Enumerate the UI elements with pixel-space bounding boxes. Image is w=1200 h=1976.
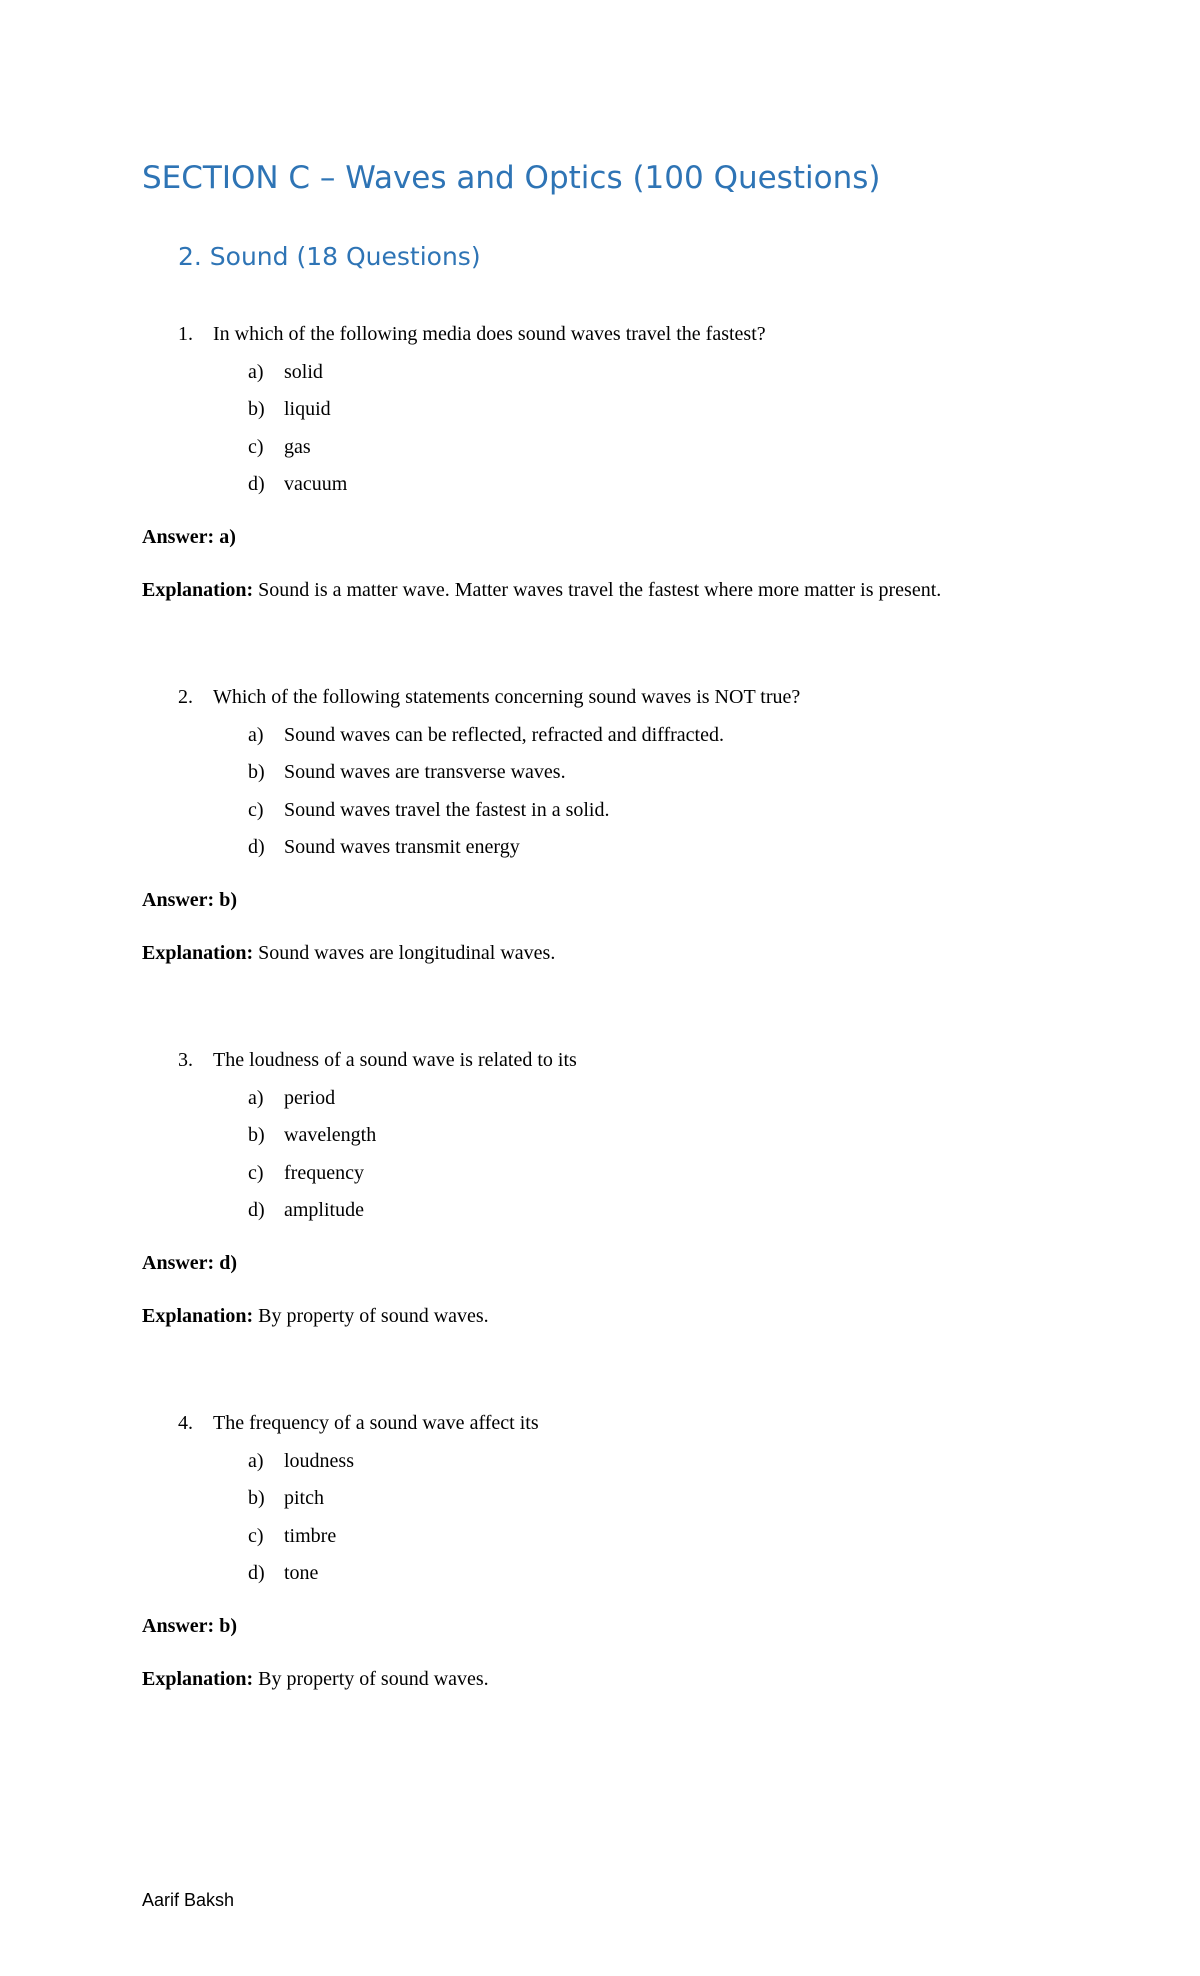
option-text: Sound waves travel the fastest in a solid.	[284, 798, 610, 821]
section-title: SECTION C – Waves and Optics (100 Questions)	[142, 160, 881, 196]
option-letter: b)	[248, 761, 265, 783]
explanation-label: Explanation:	[142, 579, 254, 601]
answer-value: d)	[219, 1251, 238, 1274]
option-text: loudness	[284, 1449, 354, 1472]
option-letter: d)	[248, 836, 265, 858]
answer-label: Answer:	[142, 1614, 215, 1637]
question-block-4	[142, 1405, 1142, 1699]
option-letter: b)	[248, 1487, 265, 1509]
option-text: wavelength	[284, 1124, 377, 1146]
option-letter: a)	[248, 1449, 264, 1472]
option-text: pitch	[284, 1487, 324, 1509]
option-letter: d)	[248, 473, 265, 495]
explanation-line	[142, 935, 1142, 973]
option-text: Sound waves transmit energy	[284, 836, 520, 858]
option-d	[142, 1192, 1142, 1230]
option-letter: d)	[248, 1199, 265, 1221]
question-number: 4.	[178, 1412, 193, 1434]
explanation-text: By property of sound waves.	[258, 1668, 489, 1690]
option-d	[142, 829, 1142, 867]
explanation-line	[142, 572, 1142, 610]
question-block-3	[142, 1042, 1142, 1336]
question-line	[142, 316, 1142, 354]
option-c	[142, 1518, 1142, 1556]
option-a	[142, 717, 1142, 755]
option-c	[142, 792, 1142, 830]
option-text: frequency	[284, 1161, 364, 1184]
question-block-1	[142, 316, 1142, 610]
question-number: 3.	[178, 1049, 193, 1071]
option-text: period	[284, 1086, 336, 1109]
option-d	[142, 466, 1142, 504]
option-b	[142, 1480, 1142, 1518]
explanation-line	[142, 1298, 1142, 1336]
answer-label: Answer:	[142, 525, 215, 548]
answer-label: Answer:	[142, 1251, 215, 1274]
option-a	[142, 1080, 1142, 1118]
option-d	[142, 1555, 1142, 1593]
question-number: 2.	[178, 686, 193, 708]
explanation-label: Explanation:	[142, 1305, 254, 1327]
question-line	[142, 1405, 1142, 1443]
answer-value: b)	[219, 1614, 238, 1637]
question-text: Which of the following statements concerning sound waves is NOT true?	[213, 686, 801, 708]
option-letter: c)	[248, 1161, 264, 1184]
option-text: solid	[284, 360, 323, 383]
explanation-line	[142, 1661, 1142, 1699]
option-b	[142, 754, 1142, 792]
option-letter: b)	[248, 1124, 265, 1146]
option-letter: c)	[248, 435, 264, 458]
option-letter: a)	[248, 1086, 264, 1109]
option-b	[142, 391, 1142, 429]
explanation-text: By property of sound waves.	[258, 1305, 489, 1327]
option-text: vacuum	[284, 473, 348, 495]
option-letter: c)	[248, 798, 264, 821]
option-c	[142, 1155, 1142, 1193]
answer-line	[142, 1245, 1142, 1283]
footer-author: Aarif Baksh	[142, 1890, 235, 1910]
question-number: 1.	[178, 323, 193, 345]
answer-line	[142, 1608, 1142, 1646]
option-letter: a)	[248, 723, 264, 746]
question-line	[142, 679, 1142, 717]
option-a	[142, 1443, 1142, 1481]
question-text: The loudness of a sound wave is related to its	[213, 1049, 577, 1071]
answer-value: b)	[219, 888, 238, 911]
explanation-label: Explanation:	[142, 942, 254, 964]
option-letter: b)	[248, 398, 265, 420]
option-text: timbre	[284, 1524, 337, 1547]
answer-label: Answer:	[142, 888, 215, 911]
question-text: The frequency of a sound wave affect its	[213, 1412, 539, 1434]
option-c	[142, 429, 1142, 467]
option-text: gas	[284, 435, 311, 458]
explanation-label: Explanation:	[142, 1668, 254, 1690]
question-block-2	[142, 679, 1142, 973]
explanation-text: Sound waves are longitudinal waves.	[258, 942, 556, 964]
option-text: Sound waves are transverse waves.	[284, 761, 566, 783]
option-text: liquid	[284, 398, 331, 420]
question-text: In which of the following media does sound waves travel the fastest?	[213, 323, 766, 345]
option-a	[142, 354, 1142, 392]
option-letter: c)	[248, 1524, 264, 1547]
explanation-text: Sound is a matter wave. Matter waves travel the fastest where more matter is present.	[258, 579, 942, 601]
option-text: amplitude	[284, 1199, 364, 1221]
answer-line	[142, 882, 1142, 920]
subsection-title: 2. Sound (18 Questions)	[178, 242, 481, 271]
option-text: tone	[284, 1562, 319, 1584]
question-line	[142, 1042, 1142, 1080]
option-letter: a)	[248, 360, 264, 383]
answer-line	[142, 519, 1142, 557]
option-text: Sound waves can be reflected, refracted and diffracted.	[284, 723, 724, 746]
option-letter: d)	[248, 1562, 265, 1584]
option-b	[142, 1117, 1142, 1155]
answer-value: a)	[219, 525, 236, 548]
